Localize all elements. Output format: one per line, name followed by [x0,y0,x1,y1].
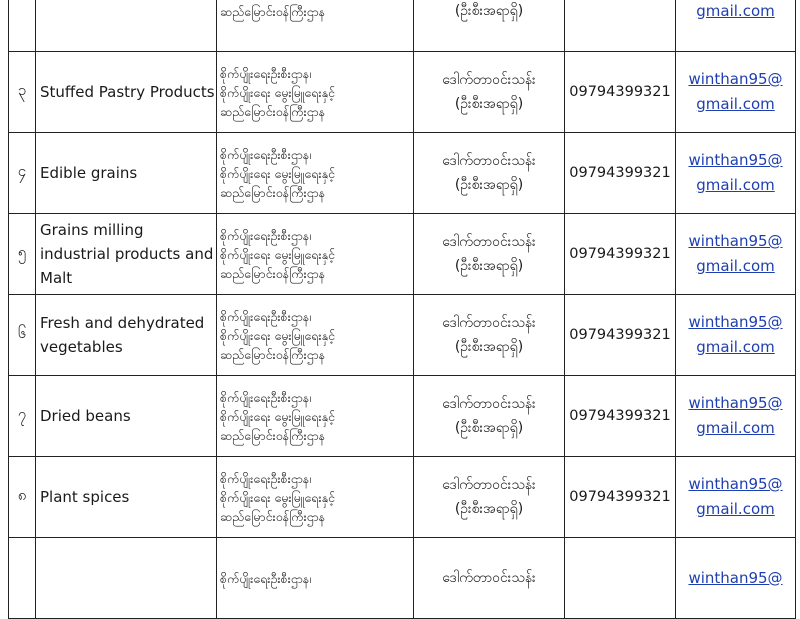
department-line: ဆည်မြောင်းဝန်ကြီးဌာန [220,265,326,281]
contact-person-cell [414,133,565,214]
email-cell[interactable] [676,0,796,52]
phone-number: 09794399321 [565,457,676,538]
row-number [9,0,36,52]
department-line: ဆည်မြောင်းဝန်ကြီးဌာန [220,3,326,19]
department-cell [217,376,414,457]
department-line: စိုက်ပျိုးရေး မွေးမြူရေးနှင့် [220,84,335,100]
department-line: စိုက်ပျိုးရေး မွေးမြူရေးနှင့် [220,489,335,505]
department-line: စိုက်ပျိုးရေးဦးစီးဌာန၊ [220,308,312,324]
department-line: ဆည်မြောင်းဝန်ကြီးဌာန [220,427,326,443]
department-cell [217,52,414,133]
department-cell [217,295,414,376]
product-name: Plant spices [36,457,217,538]
table-row [9,376,796,457]
contact-person-title: (ဦးစီးအရာရှိ) [454,177,524,193]
email-cell[interactable] [676,52,796,133]
table-row [9,52,796,133]
contact-person-cell [414,295,565,376]
row-number: ၇ [9,376,36,457]
email-cell[interactable] [676,133,796,214]
email-link-user[interactable]: winthan95@ [688,313,783,331]
email-link-user[interactable]: winthan95@ [688,232,783,250]
contact-person-cell [414,214,565,295]
email-link-domain[interactable]: gmail.com [696,176,775,194]
department-line: စိုက်ပျိုးရေးဦးစီးဌာန၊ [220,146,312,162]
contact-person-cell [414,457,565,538]
contact-person-name: ဒေါက်တာဝင်းသန်း [442,234,536,250]
contact-person-title: (ဦးစီးအရာရှိ) [454,420,524,436]
department-cell [217,133,414,214]
phone-number: 09794399321 [565,133,676,214]
contact-person-title: (ဦးစီးအရာရှိ) [454,96,524,112]
product-name: Fresh and dehydrated vegetables [36,295,217,376]
table-row [9,295,796,376]
department-cell [217,0,414,52]
contact-person-name: ဒေါက်တာဝင်းသန်း [442,477,536,493]
contact-person-name: ဒေါက်တာဝင်းသန်း [442,570,536,586]
product-name: Grains milling industrial products and Malt [36,214,217,295]
email-link-domain[interactable]: gmail.com [696,95,775,113]
email-link-user[interactable]: winthan95@ [688,475,783,493]
product-name [36,0,217,52]
contact-person-title: (ဦးစီးအရာရှိ) [454,339,524,355]
department-line: စိုက်ပျိုးရေးဦးစီးဌာန၊ [220,570,312,586]
contact-person-cell [414,376,565,457]
department-line: ဆည်မြောင်းဝန်ကြီးဌာန [220,346,326,362]
contact-person-title: (ဦးစီးအရာရှိ) [454,3,524,19]
row-number: ၃ [9,52,36,133]
contact-table-grid [8,0,796,619]
contact-person-title: (ဦးစီးအရာရှိ) [454,258,524,274]
row-number: ၅ [9,214,36,295]
contact-person-cell [414,0,565,52]
product-name: Dried beans [36,376,217,457]
contact-table [8,0,796,619]
department-line: စိုက်ပျိုးရေး မွေးမြူရေးနှင့် [220,327,335,343]
phone-number: 09794399321 [565,376,676,457]
row-number: ၈ [9,457,36,538]
department-line: စိုက်ပျိုးရေးဦးစီးဌာန၊ [220,65,312,81]
contact-person-name: ဒေါက်တာဝင်းသန်း [442,315,536,331]
email-cell[interactable] [676,214,796,295]
department-line: စိုက်ပျိုးရေးဦးစီးဌာန၊ [220,389,312,405]
email-link-user[interactable]: winthan95@ [688,394,783,412]
product-name: Stuffed Pastry Products [36,52,217,133]
product-name: Edible grains [36,133,217,214]
phone-number: 09794399321 [565,214,676,295]
department-line: စိုက်ပျိုးရေးဦးစီးဌာန၊ [220,470,312,486]
email-link-domain[interactable]: gmail.com [696,419,775,437]
department-line: ဆည်မြောင်းဝန်ကြီးဌာန [220,508,326,524]
table-row [9,133,796,214]
contact-person-cell [414,52,565,133]
department-line: ဆည်မြောင်းဝန်ကြီးဌာန [220,103,326,119]
department-line: စိုက်ပျိုးရေး မွေးမြူရေးနှင့် [220,246,335,262]
email-link-domain[interactable]: gmail.com [696,338,775,356]
department-line: စိုက်ပျိုးရေး မွေးမြူရေးနှင့် [220,165,335,181]
row-number: ၆ [9,295,36,376]
contact-person-name: ဒေါက်တာဝင်းသန်း [442,72,536,88]
email-link-user[interactable]: winthan95@ [688,70,783,88]
department-cell [217,457,414,538]
department-cell [217,214,414,295]
department-line: စိုက်ပျိုးရေး မွေးမြူရေးနှင့် [220,408,335,424]
phone-number: 09794399321 [565,52,676,133]
table-row [9,214,796,295]
contact-person-name: ဒေါက်တာဝင်းသန်း [442,153,536,169]
table-row [9,0,796,52]
phone-number: 09794399321 [565,295,676,376]
department-line: စိုက်ပျိုးရေးဦးစီးဌာန၊ [220,227,312,243]
email-link-domain[interactable]: gmail.com [696,257,775,275]
email-link-domain[interactable]: gmail.com [696,1,775,20]
email-link-user[interactable]: winthan95@ [688,151,783,169]
contact-person-name: ဒေါက်တာဝင်းသန်း [442,396,536,412]
phone-number [565,0,676,52]
email-cell[interactable] [676,457,796,538]
email-cell[interactable] [676,295,796,376]
email-link-user[interactable]: winthan95@ [688,568,783,587]
row-number: ၄ [9,133,36,214]
email-link-domain[interactable]: gmail.com [696,500,775,518]
email-cell[interactable] [676,376,796,457]
department-line: ဆည်မြောင်းဝန်ကြီးဌာန [220,184,326,200]
contact-person-title: (ဦးစီးအရာရှိ) [454,501,524,517]
table-row [9,457,796,538]
